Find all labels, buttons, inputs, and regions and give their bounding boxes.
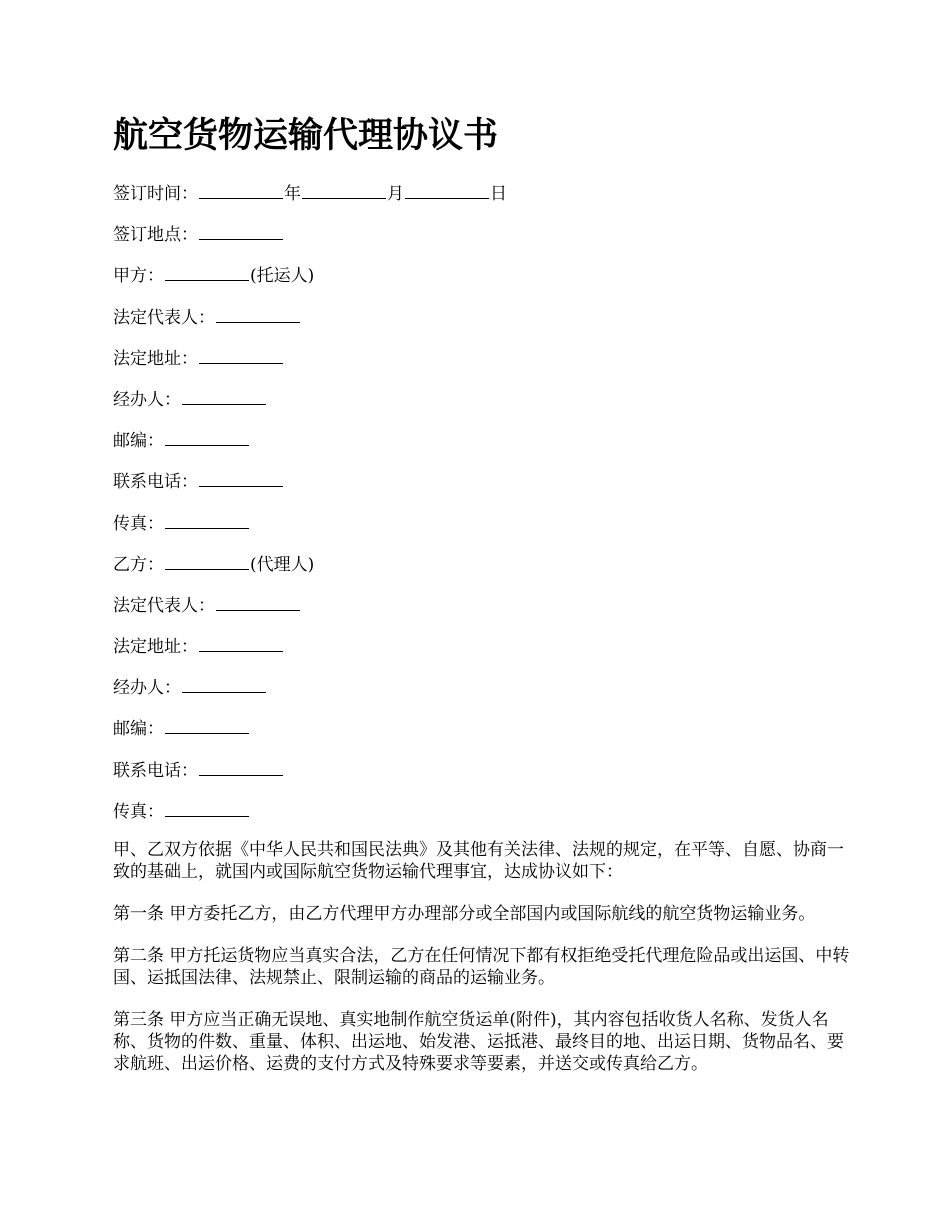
party-b-fax-label: 传真： — [113, 801, 164, 822]
party-info-fields — [113, 180, 858, 839]
party-a-address-blank[interactable] — [199, 345, 283, 364]
party-a-address-line — [113, 345, 858, 386]
party-a-fax-line — [113, 510, 858, 551]
party-b-legal-rep-blank[interactable] — [216, 592, 300, 611]
signing-date-label: 签订时间： — [113, 184, 198, 204]
year-label: 年 — [284, 184, 301, 204]
party-b-address-line — [113, 633, 858, 674]
party-b-label: 乙方： — [113, 554, 164, 575]
party-a-agent-blank[interactable] — [182, 386, 266, 405]
month-label: 月 — [387, 184, 404, 204]
agreement-body — [113, 839, 858, 1095]
party-a-role: (托运人) — [250, 266, 315, 287]
party-b-line — [113, 551, 858, 592]
party-b-phone-line — [113, 757, 858, 798]
party-b-fax-line — [113, 798, 858, 839]
party-a-fax-label: 传真： — [113, 513, 164, 534]
party-b-postcode-blank[interactable] — [165, 715, 249, 734]
party-b-legal-rep-label: 法定代表人： — [113, 595, 215, 616]
article-3-paragraph: 第三条 甲方应当正确无误地、真实地制作航空货运单(附件)，其内容包括收货人名称、发货人名称、货物的件数、重量、体积、出运地、始发港、运抵港、最终目的地、出运日期、货物品名、要求航班、出运价格、运费的支付方式及特殊要求等要素，并送交或传真给乙方。 — [113, 1010, 844, 1074]
party-a-blank[interactable] — [165, 262, 249, 281]
party-b-phone-label: 联系电话： — [113, 760, 198, 781]
article-2-paragraph: 第二条 甲方托运货物应当真实合法，乙方在任何情况下都有权拒绝受托代理危险品或出运国、中转国、运抵国法律、法规禁止、限制运输的商品的运输业务。 — [113, 946, 850, 988]
signing-place-line — [113, 221, 858, 262]
party-b-agent-label: 经办人： — [113, 678, 181, 699]
party-b-role: (代理人) — [250, 554, 315, 575]
party-b-fax-blank[interactable] — [165, 798, 249, 817]
day-label: 日 — [490, 184, 507, 204]
party-b-agent-blank[interactable] — [182, 674, 266, 693]
party-b-phone-blank[interactable] — [199, 757, 283, 776]
signing-date-line — [113, 180, 858, 221]
party-a-address-label: 法定地址： — [113, 348, 198, 369]
month-blank[interactable] — [302, 180, 386, 199]
party-a-fax-blank[interactable] — [165, 510, 249, 529]
party-a-postcode-blank[interactable] — [165, 427, 249, 446]
signing-place-blank[interactable] — [199, 221, 283, 240]
party-a-line — [113, 262, 858, 303]
article-1-paragraph: 第一条 甲方委托乙方，由乙方代理甲方办理部分或全部国内或国际航线的航空货物运输业务。 — [113, 904, 816, 924]
party-b-postcode-line — [113, 715, 858, 756]
party-b-postcode-label: 邮编： — [113, 719, 164, 740]
party-b-agent-line — [113, 674, 858, 715]
party-b-legal-rep-line — [113, 592, 858, 633]
party-a-legal-rep-blank[interactable] — [216, 304, 300, 323]
party-a-legal-rep-line — [113, 304, 858, 345]
party-a-phone-line — [113, 468, 858, 509]
party-a-label: 甲方： — [113, 266, 164, 287]
party-a-agent-line — [113, 386, 858, 427]
party-b-address-blank[interactable] — [199, 633, 283, 652]
party-a-phone-label: 联系电话： — [113, 472, 198, 493]
signing-place-label: 签订地点： — [113, 225, 198, 246]
party-a-phone-blank[interactable] — [199, 468, 283, 487]
party-a-agent-label: 经办人： — [113, 389, 181, 410]
party-a-postcode-label: 邮编： — [113, 431, 164, 452]
party-a-legal-rep-label: 法定代表人： — [113, 307, 215, 328]
party-b-blank[interactable] — [165, 551, 249, 570]
preamble-paragraph: 甲、乙双方依据《中华人民共和国民法典》及其他有关法律、法规的规定，在平等、自愿、协商一致的基础上，就国内或国际航空货物运输代理事宜，达成协议如下： — [113, 840, 844, 882]
year-blank[interactable] — [199, 180, 283, 199]
document-title: 航空货物运输代理协议书 — [113, 115, 499, 156]
party-a-postcode-line — [113, 427, 858, 468]
party-b-address-label: 法定地址： — [113, 637, 198, 658]
day-blank[interactable] — [405, 180, 489, 199]
